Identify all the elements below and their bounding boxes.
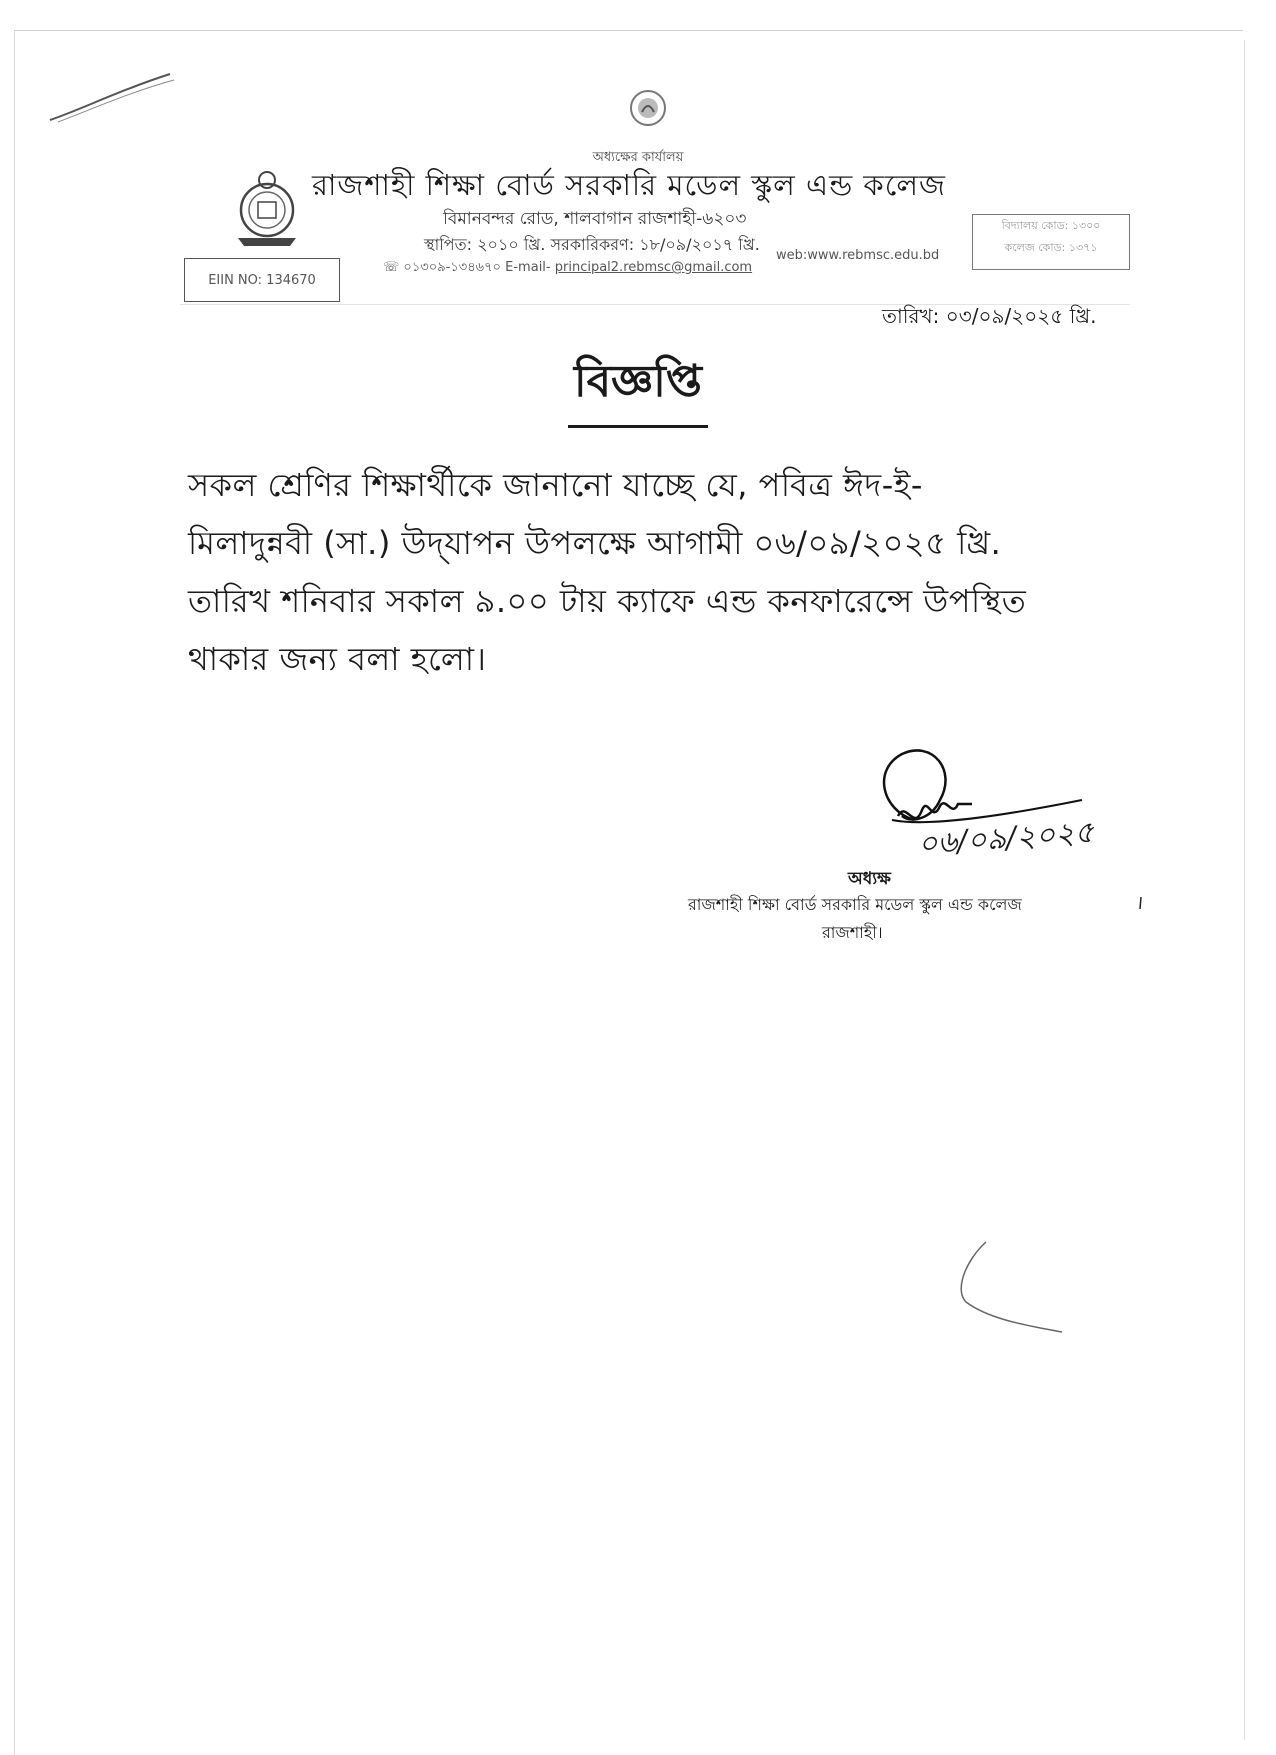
notice-title [0,348,1276,428]
phone-icon: ☏ [383,260,400,275]
signatory-city: রাজশাহী। [822,923,883,942]
established-info: স্থাপিত: ২০১০ খ্রি. সরকারিকরণ: ১৮/০৯/২০১৭ খ্রি. [424,235,760,254]
institution-logo-icon [230,168,304,248]
notice-date: তারিখ: ০৩/০৯/২০২৫ খ্রি. [882,304,1097,328]
notice-title-text: বিজ্ঞপ্তি [568,348,708,428]
notice-body-line: মিলাদুন্নবী (সা.) উদ্‌যাপন উপলক্ষে আগামী ০৬/০৯/২০২৫ খ্রি. [188,524,1002,562]
paper-clip-icon [40,70,180,130]
signature-date: ০৬/০৯/২০২৫ [916,814,1096,863]
eiin-number: EIIN NO: 134670 [208,272,316,288]
college-code: কলেজ কোড: ১৩৭১ [1004,241,1098,254]
email-label: E-mail- [505,260,551,275]
phone-number: ০১৩০৯-১৩৪৬৭০ [403,260,502,275]
institution-address: বিমানবন্দর রোড, শালবাগান রাজশাহী-৬২০৩ [443,209,747,229]
contact-line [383,258,752,279]
website: web:www.rebmsc.edu.bd [776,248,940,263]
pen-mark [1138,896,1144,910]
signatory-designation: অধ্যক্ষ [848,869,891,889]
pencil-stroke [950,1240,1070,1340]
signatory-institution: রাজশাহী শিক্ষা বোর্ড সরকারি মডেল স্কুল এন্ড কলেজ [688,895,1022,914]
notice-body-line: তারিখ শনিবার সকাল ৯.০০ টায় ক্যাফে এন্ড কনফারেন্সে উপস্থিত [188,582,1027,620]
institution-code-box [972,214,1130,270]
eiin-box [184,258,340,302]
notice-body-line: থাকার জন্য বলা হলো। [188,640,487,678]
email-address: principal2.rebmsc@gmail.com [554,260,753,275]
page-edge [1244,40,1245,1740]
office-label: অধ্যক্ষের কার্যালয় [592,150,684,165]
institution-name: রাজশাহী শিক্ষা বোর্ড সরকারি মডেল স্কুল এন্ড কলেজ [312,168,946,202]
school-code: বিদ্যালয় কোড: ১৩০০ [1001,219,1101,232]
notice-body-line: সকল শ্রেণির শিক্ষার্থীকে জানানো যাচ্ছে যে, পবিত্র ঈদ-ই- [188,466,923,504]
government-emblem-icon [628,88,668,128]
